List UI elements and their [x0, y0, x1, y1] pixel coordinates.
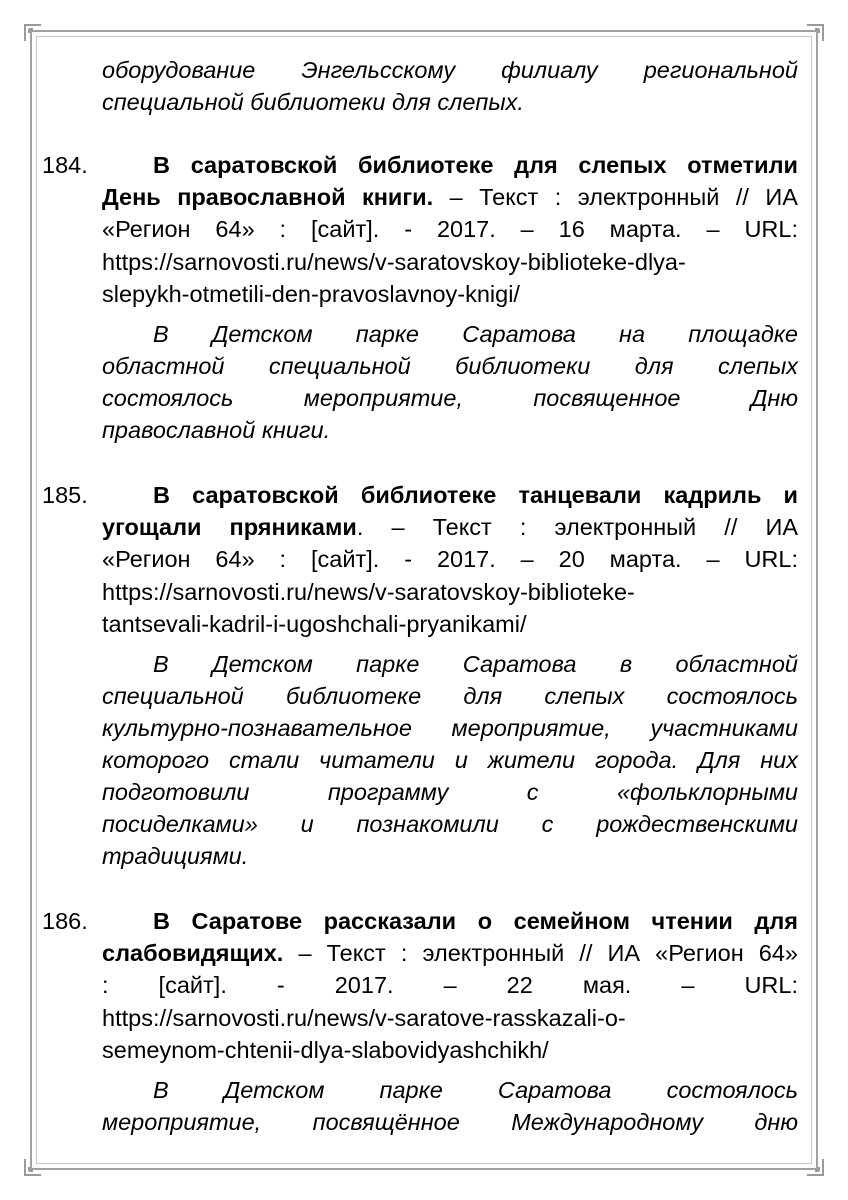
annotation-line: В Детском парке Саратова состоялось [153, 1077, 798, 1103]
entry-url[interactable]: https://sarnovosti.ru/news/v-saratovskoy-biblioteke- [102, 579, 635, 605]
entry-title: В саратовской библиотеке танцевали кадриль и [153, 482, 798, 508]
annotation-line: которого стали читатели и жители города. Для них [102, 747, 798, 773]
annotation-line: областной специальной библиотеки для слепых [102, 353, 798, 379]
annotation-line: В Детском парке Саратова в областной [153, 651, 798, 677]
corner-ornament-icon [806, 1158, 824, 1176]
annotation-line: мероприятие, посвящённое Международному дню [102, 1109, 798, 1135]
citation-text: . – Текст : электронный // ИА [356, 514, 799, 540]
entry-citation-line: : [сайт]. - 2017. – 22 мая. – URL: [102, 972, 798, 998]
annotation-line: состоялось мероприятие, посвященное Дню [102, 385, 798, 411]
entry-title: угощали пряниками [102, 514, 357, 540]
entry-url[interactable]: tantsevali-kadril-i-ugoshchali-pryanikami/ [102, 611, 527, 637]
entry-url[interactable]: slepykh-otmetili-den-pravoslavnoy-knigi/ [102, 281, 520, 307]
entry-citation-line [102, 511, 798, 543]
entry-citation-line [102, 181, 798, 213]
annotation-line: В Детском парке Саратова на площадке [153, 321, 798, 347]
annotation-line: традициями. [102, 843, 249, 869]
annotation-line: специальной библиотеке для слепых состоялось [102, 683, 798, 709]
corner-ornament-icon [24, 24, 42, 42]
intro-line: специальной библиотеки для слепых. [102, 89, 524, 115]
entry-citation-line: «Регион 64» : [сайт]. - 2017. – 16 марта. – URL: [102, 216, 798, 242]
entry-number: 186. [42, 908, 88, 934]
entry-title: В Саратове рассказали о семейном чтении для [153, 908, 798, 934]
annotation-line: православной книги. [102, 417, 331, 443]
entry-title: слабовидящих. [102, 940, 284, 966]
corner-ornament-icon [24, 1158, 42, 1176]
annotation-line: культурно-познавательное мероприятие, участниками [102, 715, 798, 741]
annotation-line: подготовили программу с «фольклорными [102, 779, 798, 805]
intro-line: оборудование Энгельсскому филиалу региональной [102, 57, 798, 83]
entry-title: День православной книги. [102, 184, 434, 210]
entry-title: В саратовской библиотеке для слепых отметили [153, 152, 798, 178]
entry-url[interactable]: https://sarnovosti.ru/news/v-saratovskoy-biblioteke-dlya- [102, 249, 686, 275]
citation-text: – Текст : электронный // ИА [433, 184, 798, 210]
entry-number: 185. [42, 482, 88, 508]
entry-citation-line [102, 937, 798, 969]
corner-ornament-icon [806, 24, 824, 42]
citation-text: – Текст : электронный // ИА «Регион 64» [283, 940, 798, 966]
entry-number: 184. [42, 152, 88, 178]
annotation-line: посиделками» и познакомили с рождественскими [102, 811, 798, 837]
entry-url[interactable]: https://sarnovosti.ru/news/v-saratove-rasskazali-o- [102, 1005, 626, 1031]
entry-citation-line: «Регион 64» : [сайт]. - 2017. – 20 марта. – URL: [102, 546, 798, 572]
entry-url[interactable]: semeynom-chtenii-dlya-slabovidyashchikh/ [102, 1037, 549, 1063]
